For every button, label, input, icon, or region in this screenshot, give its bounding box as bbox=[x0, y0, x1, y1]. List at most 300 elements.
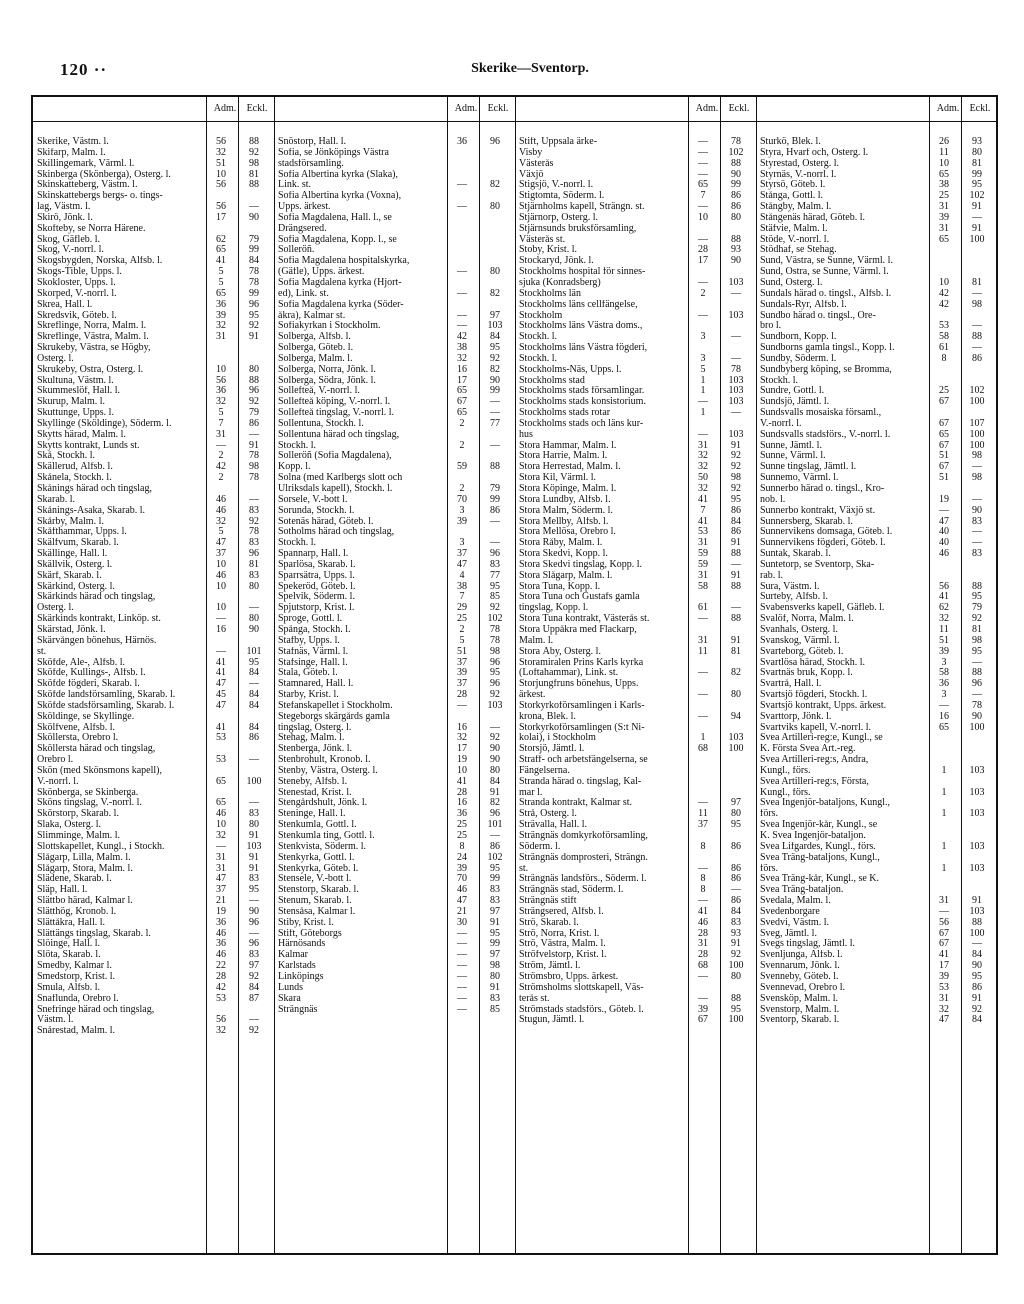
entry-name: Svea Ingenjör-bataljons, Kungl., bbox=[760, 798, 891, 809]
entry-name: Solberga, Älfsb. l. bbox=[278, 332, 351, 343]
entry-name: Sveg, Jämtl. l. bbox=[760, 928, 817, 939]
entry-name: Stora Herrestad, Malm. l. bbox=[519, 462, 621, 473]
eckl-value: 93 bbox=[731, 927, 741, 939]
entry-name: Skorped, V.-norrl. l. bbox=[37, 288, 117, 299]
entry-name: Skog, Gäfleb. l. bbox=[37, 234, 101, 245]
entry-name: Karlstads bbox=[278, 961, 316, 972]
adm-value: 37 bbox=[698, 819, 708, 831]
eckl-value: 78 bbox=[490, 623, 500, 635]
eckl-value: 98 bbox=[972, 472, 982, 484]
entry-name: Slöinge, Hall. l. bbox=[37, 939, 101, 950]
adm-value: 46 bbox=[216, 927, 226, 939]
entry-name: Svedala, Malm. l. bbox=[760, 896, 831, 907]
entry-name: Skreflinge, Västra, Malm. l. bbox=[37, 332, 149, 343]
adm-value: 46 bbox=[216, 493, 226, 505]
entry-name: Slättängs tingslag, Skarab. l. bbox=[37, 928, 151, 939]
eckl-value: 97 bbox=[490, 905, 500, 917]
entry-name: Ströfvelstorp, Krist. l. bbox=[519, 950, 607, 961]
entry-name: Stengårdshult, Jönk. l. bbox=[278, 798, 368, 809]
eckl-value: 90 bbox=[731, 168, 741, 180]
adm-value: 38 bbox=[457, 342, 467, 354]
adm-value: 50 bbox=[698, 472, 708, 484]
entry-name: Smedby, Kalmar l. bbox=[37, 961, 112, 972]
adm-value: 5 bbox=[459, 634, 465, 646]
entry-name: Upps. ärkest. bbox=[278, 202, 331, 213]
entry-name: Stora Skedvi, Kopp. l. bbox=[519, 549, 608, 560]
entry-name: Stensåsa, Kalmar l. bbox=[278, 906, 356, 917]
eckl-rule bbox=[479, 97, 480, 1253]
entry-name: Svea Träng-bataljon. bbox=[760, 885, 844, 896]
entry-name: Stockh. l. bbox=[278, 538, 317, 549]
entry-name: Styrsö, Göteb. l. bbox=[760, 180, 826, 191]
eckl-value: 81 bbox=[972, 276, 982, 288]
entry-name: Stranda härad o. tingslag, Kal- bbox=[519, 776, 642, 787]
entry-name: Stäfvie, Malm. l. bbox=[760, 223, 828, 234]
entry-name: Sturkö, Blek. l. bbox=[760, 137, 821, 147]
entry-name: Stockh. l. bbox=[278, 440, 317, 451]
entry-name: Skånings härad och tingslag, bbox=[37, 484, 152, 494]
adm-value: 42 bbox=[216, 981, 226, 993]
entry-name: Svedvi, Västm. l. bbox=[760, 917, 829, 928]
entry-name: Kalmar bbox=[278, 950, 308, 961]
eckl-header: Eckl. bbox=[246, 103, 268, 114]
adm-value: 8 bbox=[459, 840, 465, 852]
eckl-value: 103 bbox=[969, 764, 985, 776]
adm-header: Adm. bbox=[695, 103, 719, 114]
eckl-value: 96 bbox=[249, 938, 259, 950]
adm-value: 10 bbox=[698, 211, 708, 223]
eckl-value: 83 bbox=[249, 808, 259, 820]
eckl-value: 80 bbox=[249, 819, 259, 831]
entry-name: bro l. bbox=[760, 321, 782, 332]
adm-value: 42 bbox=[939, 298, 949, 310]
header-rule bbox=[33, 121, 996, 122]
adm-value: 3 bbox=[941, 689, 947, 701]
adm-header: Adm. bbox=[454, 103, 478, 114]
adm-value: 10 bbox=[216, 168, 226, 180]
entry-name: Sundals härad o. tingsl., Älfsb. l. bbox=[760, 288, 892, 299]
adm-value: 67 bbox=[698, 1014, 708, 1026]
adm-value: 62 bbox=[939, 602, 949, 614]
eckl-value: 92 bbox=[731, 450, 741, 462]
adm-value: 41 bbox=[216, 721, 226, 733]
entry-name: Stehag, Malm. l. bbox=[278, 733, 345, 744]
eckl-value: 92 bbox=[249, 970, 259, 982]
adm-value: 5 bbox=[218, 266, 224, 278]
entry-name: Skåfthammar, Upps. l. bbox=[37, 527, 127, 538]
eckl-value: 80 bbox=[731, 808, 741, 820]
adm-value: 10 bbox=[216, 363, 226, 375]
adm-value: 53 bbox=[216, 992, 226, 1004]
eckl-value: 95 bbox=[972, 970, 982, 982]
eckl-value: 78 bbox=[972, 699, 982, 711]
eckl-value: — bbox=[490, 830, 500, 841]
adm-value: 1 bbox=[700, 385, 706, 397]
eckl-value: 98 bbox=[490, 960, 500, 972]
entry-name: Stockholms-Näs, Upps. l. bbox=[519, 364, 622, 375]
entry-name: Slättbo härad, Kalmar l. bbox=[37, 896, 133, 907]
entry-name: Stockholms hospital för sinnes- bbox=[519, 267, 646, 278]
entry-name: Slågarp, Stora, Malm. l. bbox=[37, 863, 133, 874]
eckl-value: 88 bbox=[249, 374, 259, 386]
entry-name: Sköllersta härad och tingslag, bbox=[37, 744, 156, 755]
entry-name: Stockholms stads församlingar. bbox=[519, 386, 645, 397]
entry-name: Svensköp, Malm. l. bbox=[760, 993, 839, 1004]
adm-value: 17 bbox=[698, 255, 708, 267]
entry-name: Sorsele, V.-bott l. bbox=[278, 494, 348, 505]
adm-value: 28 bbox=[698, 927, 708, 939]
adm-value: 17 bbox=[939, 960, 949, 972]
adm-value: 31 bbox=[216, 851, 226, 863]
entry-name: Sunnervikens fögderi, Göteb. l. bbox=[760, 538, 886, 549]
entry-name: Skinskattebergs bergs- o. tings- bbox=[37, 191, 163, 202]
entry-name: Storamiralen Prins Karls kyrka bbox=[519, 657, 644, 668]
eckl-value: — bbox=[731, 407, 741, 419]
eckl-value: 90 bbox=[972, 504, 982, 516]
entry-name: Skara bbox=[278, 993, 301, 1004]
eckl-value: 80 bbox=[972, 146, 982, 158]
entry-name: Stora Hammar, Malm. l. bbox=[519, 440, 617, 451]
eckl-value: — bbox=[972, 461, 982, 473]
eckl-value: 85 bbox=[490, 591, 500, 603]
entry-name: Stensele, V.-bott l. bbox=[278, 874, 352, 885]
adm-value: 11 bbox=[939, 623, 949, 635]
adm-value: 3 bbox=[700, 352, 706, 364]
entry-name: Slaka, Österg. l. bbox=[37, 820, 101, 831]
eckl-value: 103 bbox=[969, 840, 985, 852]
eckl-value: — bbox=[249, 895, 259, 907]
eckl-value: 83 bbox=[731, 916, 741, 928]
eckl-header: Eckl. bbox=[487, 103, 509, 114]
entry-name: Sundre, Gottl. l. bbox=[760, 386, 825, 397]
entry-name: Skinberga (Skönberga), Österg. l. bbox=[37, 169, 171, 180]
eckl-value: 103 bbox=[969, 786, 985, 798]
entry-name: Sundborns gamla tingsl., Kopp. l. bbox=[760, 343, 895, 354]
entry-name: kolai), i Stockholm bbox=[519, 733, 596, 744]
adm-value: 36 bbox=[216, 938, 226, 950]
entry-name: Svanskog, Värml. l. bbox=[760, 635, 840, 646]
entry-name: Snaflunda, Örebro l. bbox=[37, 993, 119, 1004]
entry-name: förs. bbox=[760, 863, 779, 874]
entry-name: Svartviks kapell, V.-norrl. l. bbox=[760, 722, 872, 733]
entry-name: Skuttunge, Upps. l. bbox=[37, 408, 114, 419]
eckl-value: 88 bbox=[972, 580, 982, 592]
adm-value: — bbox=[457, 266, 467, 278]
adm-value: 1 bbox=[700, 732, 706, 744]
eckl-value: 82 bbox=[490, 797, 500, 809]
adm-value: — bbox=[698, 970, 708, 982]
adm-value: 46 bbox=[698, 916, 708, 928]
entry-name: Stora Mellby, Älfsb. l. bbox=[519, 516, 609, 527]
adm-value: 46 bbox=[216, 949, 226, 961]
eckl-value: 83 bbox=[490, 895, 500, 907]
entry-name: Snårestad, Malm. l. bbox=[37, 1026, 116, 1037]
adm-value: 51 bbox=[939, 634, 949, 646]
adm-value: — bbox=[698, 862, 708, 874]
adm-value: 8 bbox=[700, 873, 706, 885]
eckl-value: 83 bbox=[249, 537, 259, 549]
entry-name: Styrestad, Österg. l. bbox=[760, 158, 839, 169]
entry-name: Svenneby, Göteb. l. bbox=[760, 971, 839, 982]
eckl-value: 91 bbox=[490, 786, 500, 798]
entry-name: Stenbrohult, Kronob. l. bbox=[278, 755, 371, 766]
eckl-value: 86 bbox=[731, 873, 741, 885]
adm-value: 56 bbox=[216, 136, 226, 147]
entry-name: Lunds bbox=[278, 982, 303, 993]
eckl-value: 100 bbox=[728, 743, 744, 755]
adm-value: 46 bbox=[216, 808, 226, 820]
entry-name: Stora Skedvi tingslag, Kopp. l. bbox=[519, 559, 643, 570]
eckl-value: 80 bbox=[731, 689, 741, 701]
entry-name: Stöde, V.-norrl. l. bbox=[760, 234, 830, 245]
eckl-value: 90 bbox=[490, 754, 500, 766]
eckl-value: 91 bbox=[249, 439, 259, 451]
entry-name: Svarttorp, Jönk. l. bbox=[760, 711, 832, 722]
eckl-value: 90 bbox=[972, 710, 982, 722]
entry-name: Stora Tuna, Kopp. l. bbox=[519, 581, 601, 592]
eckl-value: 92 bbox=[731, 483, 741, 494]
column-divider bbox=[756, 97, 757, 1253]
eckl-value: 86 bbox=[731, 201, 741, 213]
adm-value: 65 bbox=[457, 385, 467, 397]
adm-value: 70 bbox=[457, 493, 467, 505]
eckl-value: 86 bbox=[972, 981, 982, 993]
eckl-value: 95 bbox=[490, 862, 500, 874]
eckl-value: — bbox=[731, 602, 741, 614]
eckl-value: 78 bbox=[249, 450, 259, 462]
adm-value: 53 bbox=[939, 320, 949, 332]
adm-value: 31 bbox=[698, 537, 708, 549]
entry-name: Svenljunga, Älfsb. l. bbox=[760, 950, 843, 961]
adm-value: 7 bbox=[459, 591, 465, 603]
eckl-rule bbox=[720, 97, 721, 1253]
adm-value: 3 bbox=[941, 656, 947, 668]
adm-value: 58 bbox=[939, 331, 949, 343]
adm-value: 32 bbox=[698, 461, 708, 473]
eckl-value: 100 bbox=[246, 775, 262, 787]
entry-name: Stenkumla, Gottl. l. bbox=[278, 820, 357, 831]
entry-name: Skärkinds härad och tingslag, bbox=[37, 592, 156, 603]
entry-name: Stora Köpinge, Malm. l. bbox=[519, 484, 617, 494]
adm-value: — bbox=[216, 439, 226, 451]
entry-name: Sofia Albertina kyrka (Slaka), bbox=[278, 169, 398, 180]
entry-name: Skummeslöf, Hall. l. bbox=[37, 386, 121, 397]
entry-name: Släp, Hall. l. bbox=[37, 885, 88, 896]
entry-name: Stora Malm, Söderm. l. bbox=[519, 505, 613, 516]
adm-value: — bbox=[698, 689, 708, 701]
entry-name: Stångby, Malm. l. bbox=[760, 202, 832, 213]
entry-name: Stockholms läns Västra fögderi, bbox=[519, 343, 648, 354]
entry-name: Slätthög, Kronob. l. bbox=[37, 906, 117, 917]
eckl-value: 100 bbox=[728, 1014, 744, 1026]
entry-name: Skällvik, Österg. l. bbox=[37, 559, 113, 570]
adm-value: 7 bbox=[218, 417, 224, 429]
eckl-value: 88 bbox=[972, 667, 982, 679]
eckl-value: 86 bbox=[731, 504, 741, 516]
adm-value: 17 bbox=[216, 211, 226, 223]
eckl-value: 81 bbox=[731, 645, 741, 657]
entry-name: Skälfvum, Skarab. l. bbox=[37, 538, 119, 549]
eckl-value: 84 bbox=[972, 1014, 982, 1026]
adm-value: 19 bbox=[216, 905, 226, 917]
entry-name: Suntetorp, se Sventorp, Ska- bbox=[760, 559, 875, 570]
adm-value: 47 bbox=[939, 1014, 949, 1026]
adm-value: 31 bbox=[698, 938, 708, 950]
entry-name: Sofia Magdalena hospitalskyrka, bbox=[278, 256, 410, 267]
entry-name: Sunne, Jämtl. l. bbox=[760, 440, 822, 451]
eckl-value: 83 bbox=[490, 992, 500, 1004]
entry-name: Skönberga, se Skinberga. bbox=[37, 787, 139, 798]
adm-value: 36 bbox=[457, 136, 467, 147]
eckl-value: — bbox=[490, 396, 500, 408]
adm-value: 65 bbox=[939, 428, 949, 440]
adm-value: 16 bbox=[457, 721, 467, 733]
adm-value: 30 bbox=[457, 916, 467, 928]
eckl-value: 88 bbox=[972, 916, 982, 928]
eckl-value: 86 bbox=[490, 840, 500, 852]
eckl-value: 93 bbox=[731, 244, 741, 256]
adm-value: 16 bbox=[457, 363, 467, 375]
adm-header: Adm. bbox=[936, 103, 960, 114]
entry-name: sjuka (Konradsberg) bbox=[519, 277, 601, 288]
entry-name: Sofia, se Jönköpings Västra bbox=[278, 147, 389, 158]
entry-name: Strömsbro, Upps. ärkest. bbox=[519, 971, 619, 982]
eckl-value: 80 bbox=[249, 613, 259, 625]
adm-value: 2 bbox=[218, 450, 224, 462]
entry-name: Växjö bbox=[519, 169, 544, 180]
adm-value: 32 bbox=[457, 352, 467, 364]
eckl-value: 77 bbox=[490, 569, 500, 581]
adm-value: 39 bbox=[939, 645, 949, 657]
adm-value: 32 bbox=[457, 732, 467, 744]
adm-value: 56 bbox=[216, 1014, 226, 1026]
entry-name: Stockholms stads och läns kur- bbox=[519, 418, 644, 429]
eckl-value: 91 bbox=[731, 938, 741, 950]
eckl-value: 88 bbox=[731, 992, 741, 1004]
entry-name: Stockholms läns Västra doms., bbox=[519, 321, 643, 332]
eckl-value: 80 bbox=[490, 970, 500, 982]
entry-name: Svarteborg, Göteb. l. bbox=[760, 646, 844, 657]
entry-name: Solleröñ. bbox=[278, 245, 315, 256]
eckl-value: 97 bbox=[249, 960, 259, 972]
eckl-value: 90 bbox=[972, 960, 982, 972]
adm-value: 16 bbox=[216, 623, 226, 635]
adm-value: 29 bbox=[457, 602, 467, 614]
adm-value: — bbox=[457, 981, 467, 993]
entry-name: K. Svea Ingenjör-bataljon. bbox=[760, 831, 866, 841]
entry-name: Skrukeby, Östra, Österg. l. bbox=[37, 364, 144, 375]
entry-name: Sollefteå köping, V.-norrl. l. bbox=[278, 397, 391, 408]
entry-name: Starby, Krist. l. bbox=[278, 690, 339, 701]
entry-name: Storkyrkoförsamlingen (S:t Ni- bbox=[519, 722, 645, 733]
eckl-value: 78 bbox=[249, 276, 259, 288]
eckl-value: 81 bbox=[972, 157, 982, 169]
eckl-value: — bbox=[249, 754, 259, 766]
adm-value: — bbox=[457, 201, 467, 213]
adm-value: — bbox=[457, 1003, 467, 1015]
eckl-value: 103 bbox=[728, 396, 744, 408]
eckl-value: 98 bbox=[972, 450, 982, 462]
entry-name: Spekeröd, Göteb. l. bbox=[278, 581, 356, 592]
entry-name: Stegeborgs skärgårds gamla bbox=[278, 711, 390, 722]
eckl-value: 103 bbox=[728, 309, 744, 321]
adm-value: — bbox=[457, 287, 467, 299]
entry-name: Sunne tingslag, Jämtl. l. bbox=[760, 462, 857, 473]
adm-value: 41 bbox=[216, 656, 226, 668]
entry-name: Smula, Älfsb. l. bbox=[37, 982, 101, 993]
adm-value: 16 bbox=[457, 797, 467, 809]
eckl-value: 91 bbox=[972, 992, 982, 1004]
entry-name: Svartsjö fögderi, Stockh. l. bbox=[760, 690, 868, 701]
adm-value: 10 bbox=[939, 276, 949, 288]
entry-name: Sköfde landsförsamling, Skarab. l. bbox=[37, 690, 176, 701]
eckl-value: — bbox=[972, 689, 982, 701]
adm-value: 36 bbox=[216, 916, 226, 928]
entry-name: Sköldinge, se Skyllinge. bbox=[37, 711, 135, 722]
entry-name: Skånela, Stockh. l. bbox=[37, 473, 112, 484]
entry-name: Sund, Västra, se Sunne, Värml. l. bbox=[760, 256, 893, 267]
eckl-value: — bbox=[972, 537, 982, 549]
eckl-value: 86 bbox=[972, 352, 982, 364]
entry-name: Skärvången bönehus, Härnös. bbox=[37, 635, 157, 646]
entry-name: Sundsjö, Jämtl. l. bbox=[760, 397, 830, 408]
entry-name: Sunnerbo kontrakt, Växjö st. bbox=[760, 505, 876, 516]
adm-value: 11 bbox=[698, 808, 708, 820]
entry-name: Skånings-Åsaka, Skarab. l. bbox=[37, 505, 146, 516]
eckl-value: 88 bbox=[490, 461, 500, 473]
adm-value: — bbox=[698, 667, 708, 679]
eckl-value: 92 bbox=[249, 515, 259, 527]
adm-value: 42 bbox=[939, 287, 949, 299]
eckl-value: 83 bbox=[490, 558, 500, 570]
adm-value: 28 bbox=[457, 689, 467, 701]
eckl-value: 99 bbox=[972, 168, 982, 180]
entry-name: Strö, Skarab. l. bbox=[519, 917, 579, 928]
adm-value: — bbox=[698, 992, 708, 1004]
eckl-value: 88 bbox=[972, 331, 982, 343]
eckl-value: — bbox=[249, 428, 259, 440]
eckl-value: 85 bbox=[490, 1003, 500, 1015]
eckl-value: 78 bbox=[731, 136, 741, 147]
entry-name: Stockaryd, Jönk. l. bbox=[519, 256, 594, 267]
eckl-value: 91 bbox=[972, 201, 982, 213]
adm-value: 51 bbox=[939, 472, 949, 484]
adm-value: 53 bbox=[216, 754, 226, 766]
adm-value: 41 bbox=[939, 591, 949, 603]
adm-value: 67 bbox=[939, 927, 949, 939]
eckl-value: 84 bbox=[731, 515, 741, 527]
eckl-value: 86 bbox=[731, 190, 741, 202]
entry-name: Solberga, Göteb. l. bbox=[278, 343, 354, 354]
eckl-value: — bbox=[249, 927, 259, 939]
adm-value: 21 bbox=[216, 895, 226, 907]
eckl-value: 103 bbox=[487, 699, 503, 711]
adm-value: 2 bbox=[700, 287, 706, 299]
entry-name: Stockholms stad bbox=[519, 375, 585, 386]
entry-name: st. bbox=[37, 646, 47, 657]
adm-value: 25 bbox=[457, 819, 467, 831]
adm-value: 51 bbox=[939, 450, 949, 462]
page-header bbox=[60, 60, 1000, 86]
eckl-value: 92 bbox=[972, 1003, 982, 1015]
eckl-value: 80 bbox=[490, 764, 500, 776]
adm-value: 32 bbox=[216, 515, 226, 527]
entry-name: Sunnersberg, Skarab. l. bbox=[760, 516, 853, 527]
entry-name: Sköfde stadsförsamling, Skarab. l. bbox=[37, 700, 175, 711]
entry-name: Styrnäs, V.-norrl. l. bbox=[760, 169, 837, 180]
eckl-value: 78 bbox=[249, 266, 259, 278]
entry-name: Kopp. l. bbox=[278, 462, 311, 473]
